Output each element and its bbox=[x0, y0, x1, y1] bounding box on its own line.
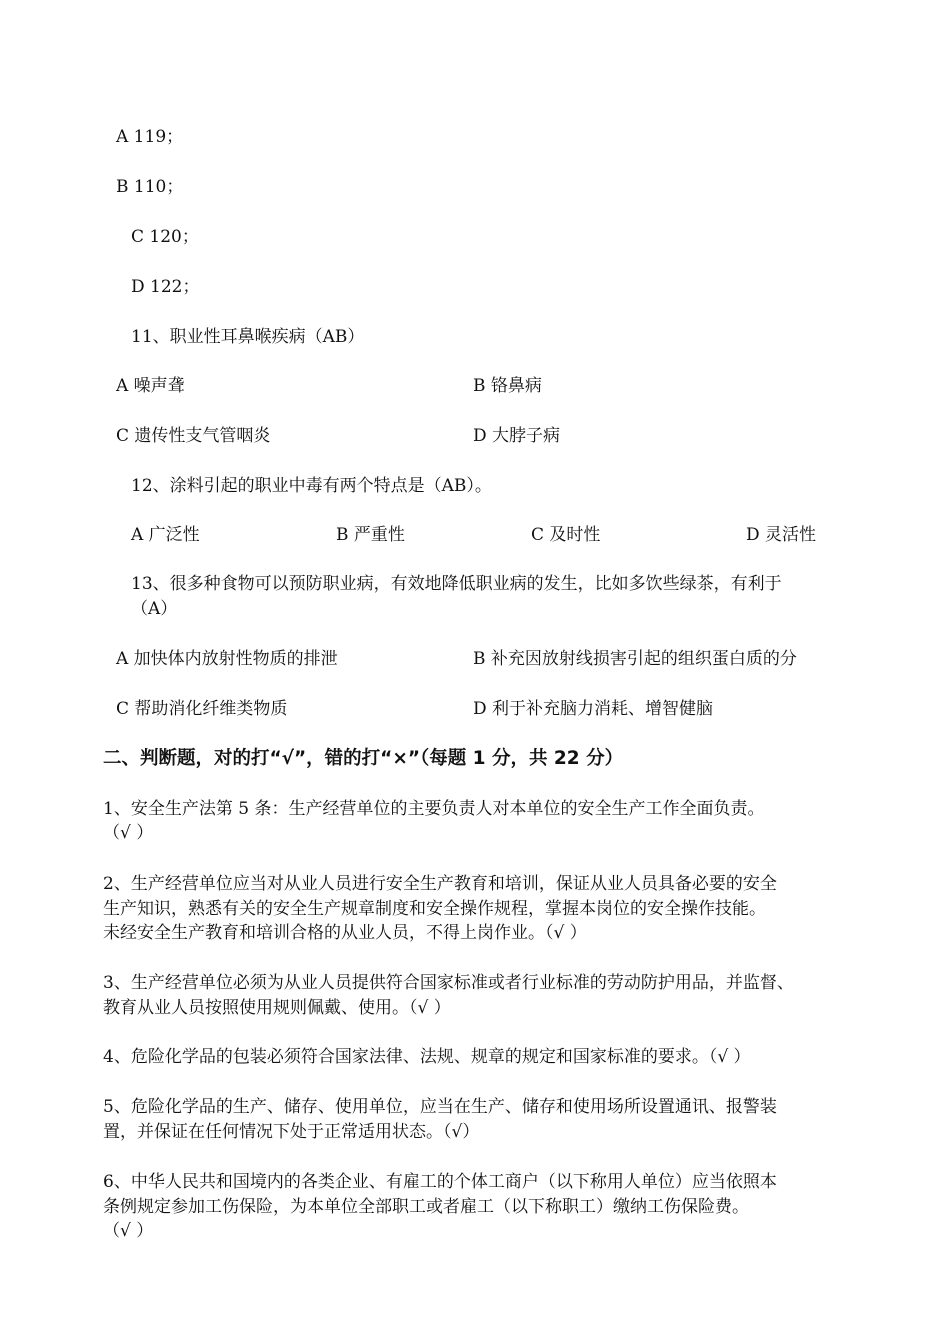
q12-option-d: D 灵活性 bbox=[746, 525, 817, 545]
q13-option-c: C 帮助消化纤维类物质 bbox=[116, 699, 288, 719]
q13-question-line2: （A） bbox=[131, 599, 178, 619]
q13-option-b: B 补充因放射线损害引起的组织蛋白质的分 bbox=[473, 649, 797, 669]
q12-option-a: A 广泛性 bbox=[131, 525, 200, 545]
q12-question: 12、涂料引起的职业中毒有两个特点是（AB）。 bbox=[131, 476, 492, 496]
tf-item-2-line3: 未经安全生产教育和培训合格的从业人员，不得上岗作业。（√ ） bbox=[103, 923, 587, 943]
tf-item-1-line1: 1、安全生产法第 5 条：生产经营单位的主要负责人对本单位的安全生产工作全面负责。 bbox=[103, 799, 765, 819]
q13-option-a: A 加快体内放射性物质的排泄 bbox=[116, 649, 338, 669]
q11-option-a: A 噪声聋 bbox=[116, 376, 185, 396]
q13-question-line1: 13、很多种食物可以预防职业病，有效地降低职业病的发生，比如多饮些绿茶，有利于 bbox=[131, 574, 782, 594]
tf-item-2-line1: 2、生产经营单位应当对从业人员进行安全生产教育和培训，保证从业人员具备必要的安全 bbox=[103, 874, 777, 894]
tf-item-5-line2: 置，并保证在任何情况下处于正常适用状态。（√） bbox=[103, 1122, 480, 1142]
q11-question: 11、职业性耳鼻喉疾病（AB） bbox=[131, 327, 365, 347]
tf-item-6-line2: 条例规定参加工伤保险，为本单位全部职工或者雇工（以下称职工）缴纳工伤保险费。 bbox=[103, 1197, 749, 1217]
tf-item-6-line3: （√ ） bbox=[103, 1221, 154, 1241]
tf-item-6-line1: 6、中华人民共和国境内的各类企业、有雇工的个体工商户（以下称用人单位）应当依照本 bbox=[103, 1172, 777, 1192]
q12-option-c: C 及时性 bbox=[531, 525, 601, 545]
tf-item-1-line2: （√ ） bbox=[103, 823, 154, 843]
q13-option-d: D 利于补充脑力消耗、增智健脑 bbox=[473, 699, 714, 719]
tf-item-3-line2: 教育从业人员按照使用规则佩戴、使用。（√ ） bbox=[103, 998, 451, 1018]
q10-option-d: D 122； bbox=[131, 277, 200, 297]
tf-item-3-line1: 3、生产经营单位必须为从业人员提供符合国家标准或者行业标准的劳动防护用品，并监督、 bbox=[103, 973, 794, 993]
tf-item-4-line1: 4、危险化学品的包装必须符合国家法律、法规、规章的规定和国家标准的要求。（√ ） bbox=[103, 1047, 751, 1067]
section2-heading: 二、判断题，对的打“√”，错的打“×”（每题 1 分，共 22 分） bbox=[103, 748, 624, 769]
q10-option-c: C 120； bbox=[131, 227, 199, 247]
tf-item-2-line2: 生产知识，熟悉有关的安全生产规章制度和安全操作规程，掌握本岗位的安全操作技能。 bbox=[103, 899, 766, 919]
q11-option-c: C 遗传性支气管咽炎 bbox=[116, 426, 271, 446]
q10-option-b: B 110； bbox=[116, 177, 184, 197]
q10-option-a: A 119； bbox=[116, 127, 184, 147]
q12-option-b: B 严重性 bbox=[336, 525, 405, 545]
tf-item-5-line1: 5、危险化学品的生产、储存、使用单位，应当在生产、储存和使用场所设置通讯、报警装 bbox=[103, 1097, 777, 1117]
q11-option-d: D 大脖子病 bbox=[473, 426, 561, 446]
q11-option-b: B 铬鼻病 bbox=[473, 376, 542, 396]
